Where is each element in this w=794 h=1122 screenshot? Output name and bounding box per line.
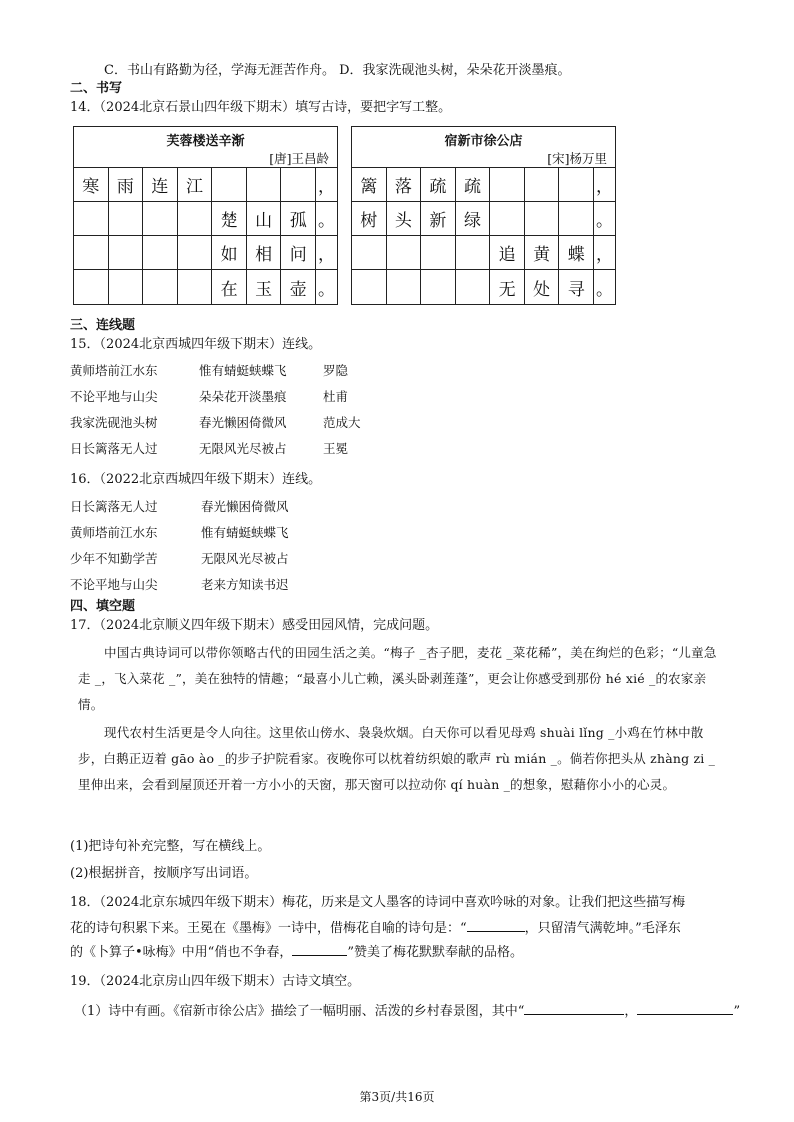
poem-char-cell: 如 [212,236,247,270]
passage-paragraph-1 [78,640,718,718]
poem-grid [74,168,337,304]
poem-char-cell[interactable] [525,168,560,202]
poem-header [74,127,337,168]
question-18-line-1: 18．（2024北京东城四年级下期末）梅花，历来是文人墨客的诗词中喜欢吟咏的对象。让我们把这些描写梅 [70,895,686,910]
match-right: 春光懒困倚微风 [201,499,289,514]
poem-char-cell[interactable] [387,270,422,304]
poem-char-cell: 孤 [281,202,316,236]
question-19: 19．（2024北京房山四年级下期末）古诗文填空。 [70,974,361,989]
punctuation-cell: ， [594,168,615,202]
answer-blank[interactable] [637,1000,733,1015]
poem-author: [宋]杨万里 [547,151,607,166]
passage-text: 现代农村生活更是令人向往。这里依山傍水、袅袅炊烟。白天你可以看见母鸡 shuài lǐng _小鸡在竹林中散步，白鹅正迈着 gāo ào _的步子护院看家。夜晚你可以枕着纺织娘的歌声 rù mián _。倘若你把头从 zhàng zi _里伸出来，会看到屋顶还开着一方小小的天窗，那天窗可以拉动你 qí huàn _的想象，慰藉你小小的心灵。 [78,725,716,792]
poem-char-cell[interactable] [352,236,387,270]
poem-char-cell[interactable] [281,168,316,202]
poem-char-cell: 黄 [525,236,560,270]
text-segment: ”赞美了梅花默默奉献的品格。 [347,945,523,960]
question-15: 15．（2024北京西城四年级下期末）连线。 [70,337,322,352]
poem-char-cell[interactable] [421,270,456,304]
poem-char-cell[interactable] [178,270,213,304]
poem-char-cell: 树 [352,202,387,236]
option-cd-line: C．书山有路勤为径，学海无涯苦作舟。 D．我家洗砚池头树，朵朵花开淡墨痕。 [104,63,571,78]
poem-char-cell[interactable] [490,202,525,236]
poem-char-cell[interactable] [143,270,178,304]
question-14: 14．（2024北京石景山四年级下期末）填写古诗，要把字写工整。 [70,100,452,115]
punctuation-cell: ， [316,236,337,270]
question-17-sub-1: (1)把诗句补充完整，写在横线上。 [70,839,271,854]
poem-char-cell: 篱 [352,168,387,202]
question-19-sub-1 [74,1000,740,1021]
poem-title: 芙蓉楼送辛渐 [166,134,245,149]
answer-blank[interactable] [467,917,525,932]
poem-char-cell[interactable] [352,270,387,304]
question-18-line-3 [70,941,523,962]
poem-char-cell: 落 [387,168,422,202]
poem-char-cell[interactable] [178,236,213,270]
poem-char-cell[interactable] [74,202,109,236]
poem-char-cell: 楚 [212,202,247,236]
match-left: 我家洗砚池头树 [70,415,158,430]
poem-char-cell: 处 [525,270,560,304]
text-segment: ” [733,1004,741,1019]
match-left: 黄师塔前江水东 [70,525,158,540]
poem-char-cell[interactable] [490,168,525,202]
match-poet: 王冕 [323,441,349,456]
question-17-sub-2: (2)根据拼音，按顺序写出词语。 [70,866,258,881]
section-heading-writing: 二、书写 [70,81,123,96]
poem-header [352,127,615,168]
poem-char-cell[interactable] [74,236,109,270]
punctuation-cell: ， [316,168,337,202]
poem-char-cell[interactable] [559,202,594,236]
poem-char-cell: 蝶 [559,236,594,270]
poem-char-cell[interactable] [456,270,491,304]
poem-char-cell[interactable] [178,202,213,236]
poem-char-cell: 相 [247,236,282,270]
text-segment: 的《卜算子•咏梅》中用“俏也不争春， [70,945,293,960]
poem-char-cell: 雨 [109,168,144,202]
match-right: 惟有蜻蜓蛱蝶飞 [201,525,289,540]
match-left: 不论平地与山尖 [70,389,158,404]
poem-char-cell: 疏 [456,168,491,202]
match-poet: 罗隐 [323,363,349,378]
poem-char-cell: 绿 [456,202,491,236]
match-left: 黄师塔前江水东 [70,363,158,378]
poem-char-cell: 壶 [281,270,316,304]
page-footer: 第3页/共16页 [359,1090,435,1104]
match-left: 不论平地与山尖 [70,577,158,592]
poem-char-cell: 寒 [74,168,109,202]
question-16: 16．（2022北京西城四年级下期末）连线。 [70,472,322,487]
text-segment: （1）诗中有画。《宿新市徐公店》描绘了一幅明丽、活泼的乡村春景图，其中“ [74,1004,525,1019]
poem-char-cell[interactable] [421,236,456,270]
poem-table-suxinshi [351,126,616,305]
question-17: 17．（2024北京顺义四年级下期末）感受田园风情，完成问题。 [70,618,439,633]
section-heading-matching: 三、连线题 [70,318,136,333]
poem-char-cell[interactable] [212,168,247,202]
poem-table-furong [73,126,338,305]
punctuation-cell: 。 [596,279,613,300]
poem-grid [352,168,615,304]
poem-char-cell: 无 [490,270,525,304]
poem-char-cell: 山 [247,202,282,236]
poem-char-cell[interactable] [109,270,144,304]
poem-char-cell[interactable] [525,202,560,236]
poem-char-cell: 问 [281,236,316,270]
poem-char-cell: 新 [421,202,456,236]
match-left: 少年不知勤学苦 [70,551,158,566]
match-poet: 杜甫 [323,389,349,404]
poem-char-cell: 疏 [421,168,456,202]
poem-char-cell: 玉 [247,270,282,304]
poem-char-cell[interactable] [559,168,594,202]
passage-text: 中国古典诗词可以带你领略古代的田园生活之美。“梅子 _杏子肥，麦花 _菜花稀”，美在绚烂的色彩；“儿童急走 _，飞入菜花 _”，美在独特的情趣；“最喜小儿亡赖，溪头卧剥莲蓬”，更会让你感受到那份 hé xié _的农家亲情。 [78,645,717,712]
poem-char-cell: 寻 [559,270,594,304]
poem-char-cell[interactable] [143,202,178,236]
match-middle: 朵朵花开淡墨痕 [199,389,287,404]
match-right: 老来方知读书迟 [201,577,289,592]
poem-char-cell[interactable] [456,236,491,270]
punctuation-cell: 。 [316,202,337,236]
punctuation-cell: ， [594,236,615,270]
match-right: 无限风光尽被占 [201,551,289,566]
poem-char-cell: 连 [143,168,178,202]
punctuation-cell: 。 [594,202,615,236]
text-segment: ，只留清气满乾坤。”毛泽东 [524,921,681,936]
poem-char-cell: 头 [387,202,422,236]
text-segment: 花的诗句积累下来。王冕在《墨梅》一诗中，借梅花自喻的诗句是：“ [70,921,467,936]
punctuation-cell: 。 [318,279,335,300]
match-middle: 无限风光尽被占 [199,441,287,456]
answer-blank[interactable] [524,1000,624,1015]
poem-char-cell: 江 [178,168,213,202]
poem-char-cell[interactable] [143,236,178,270]
poem-char-cell: 追 [490,236,525,270]
poem-char-cell[interactable] [387,236,422,270]
match-middle: 惟有蜻蜓蛱蝶飞 [199,363,287,378]
poem-char-cell[interactable] [247,168,282,202]
match-left: 日长篱落无人过 [70,499,158,514]
match-left: 日长篱落无人过 [70,441,158,456]
poem-author: [唐]王昌龄 [269,151,329,166]
match-middle: 春光懒困倚微风 [199,415,287,430]
poem-char-cell[interactable] [74,270,109,304]
text-segment: ， [624,1004,638,1019]
match-poet: 范成大 [323,415,361,430]
poem-char-cell: 在 [212,270,247,304]
passage-paragraph-2 [78,720,718,798]
poem-title: 宿新市徐公店 [444,134,523,149]
answer-blank[interactable] [292,941,347,956]
question-18-line-2 [70,917,681,938]
section-heading-fill: 四、填空题 [70,599,136,614]
poem-char-cell[interactable] [109,202,144,236]
poem-char-cell[interactable] [109,236,144,270]
